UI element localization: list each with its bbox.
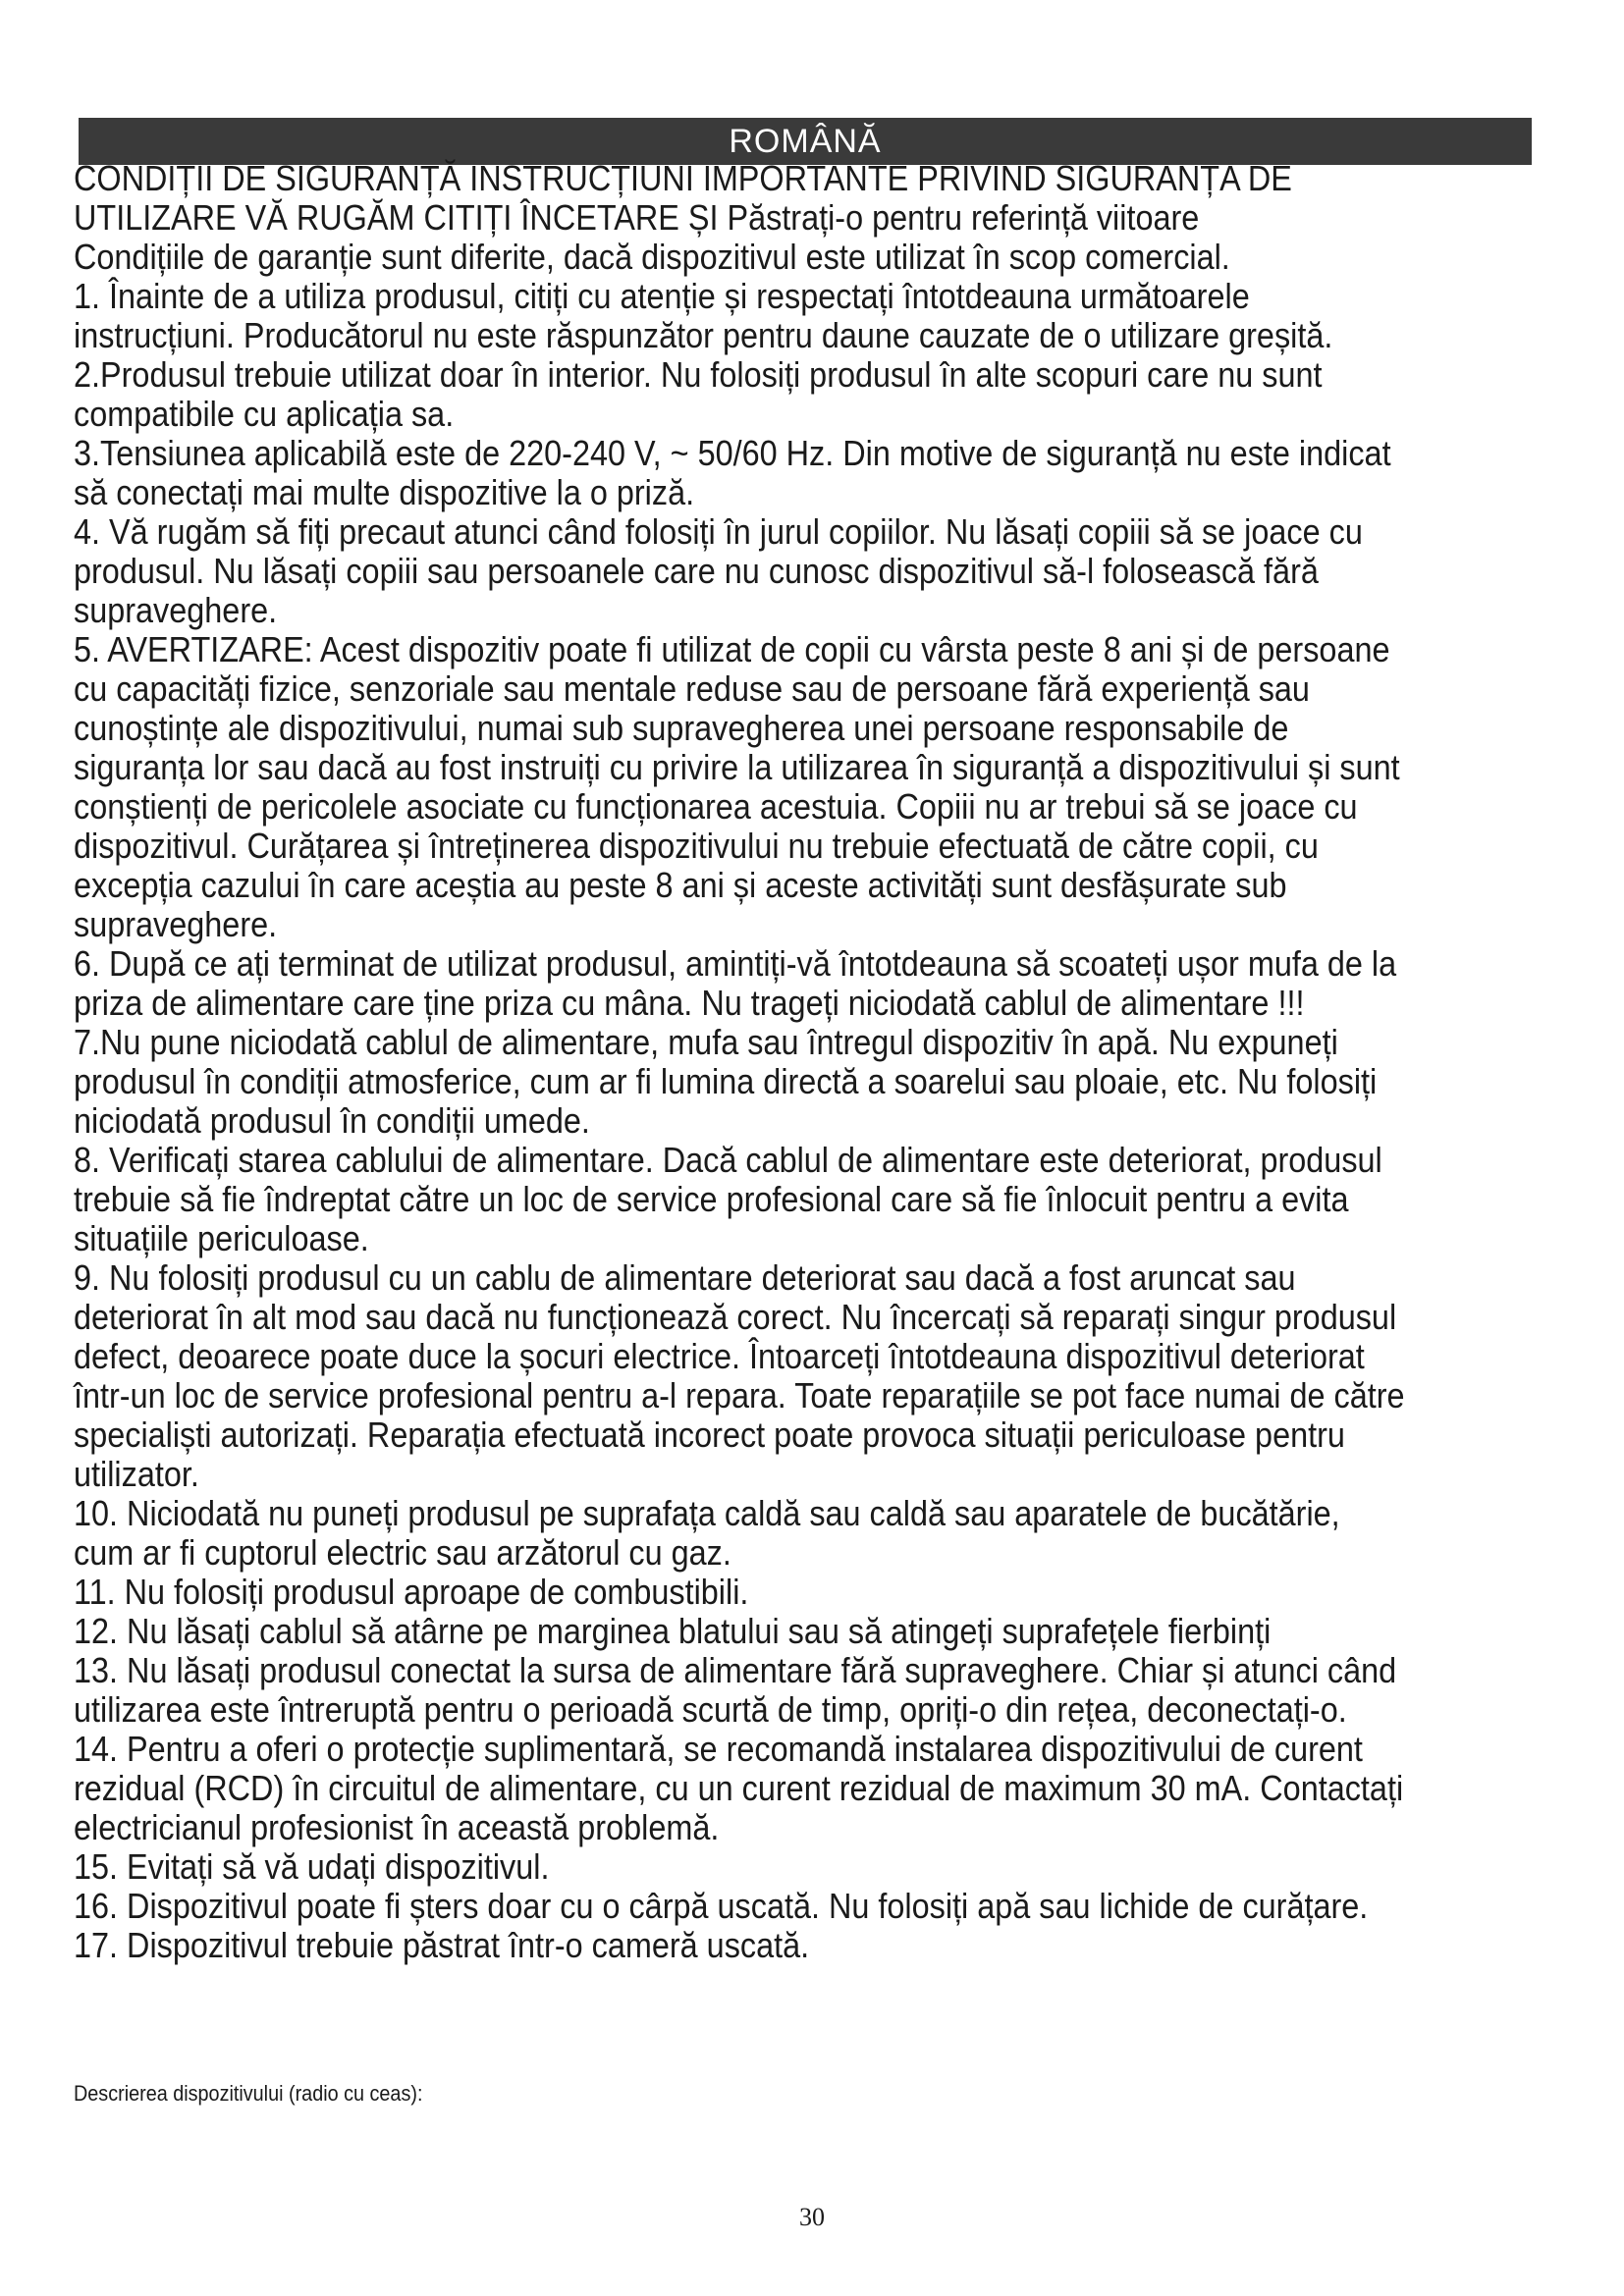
instruction-item: 3.Tensiunea aplicabilă este de 220-240 V, ~ 50/60 Hz. Din motive de siguranță nu este indicat să conectați mai multe dispozitive la o priză. bbox=[74, 433, 1391, 512]
instruction-item: 6. După ce ați terminat de utilizat produsul, amintiți-vă întotdeauna să scoateți ușor mufa de la priza de alimentare care ține priza cu mâna. Nu trageți niciodată cablul de alimentare !!! bbox=[74, 943, 1397, 1023]
instruction-item: 17. Dispozitivul trebuie păstrat într-o cameră uscată. bbox=[74, 1925, 810, 1965]
safety-instructions bbox=[74, 159, 1408, 1965]
section-heading: CONDIȚII DE SIGURANȚĂ INSTRUCȚIUNI IMPORTANTE PRIVIND SIGURANȚA DE UTILIZARE VĂ RUGĂM CITIȚI ÎNCETARE ȘI Păstrați-o pentru referință viitoare bbox=[74, 158, 1292, 238]
instruction-item: 5. AVERTIZARE: Acest dispozitiv poate fi utilizat de copii cu vârsta peste 8 ani și de persoane cu capacități fizice, senzoriale sau mentale reduse sau de persoane fără experiență sau cunoștințe ale dispozitivului, numai sub supravegherea unei persoane responsabile de siguranța lor sau dacă au fost instruiți cu privire la utilizarea în siguranță a dispozitivului și sunt conștienți de pericolele asociate cu funcționarea acestuia. Copiii nu ar trebui să se joace cu dispozitivul. Curățarea și întreținerea dispozitivului nu trebuie efectuată de către copii, cu excepția cazului în care aceștia au peste 8 ani și aceste activități sunt desfășurate sub supraveghere. bbox=[74, 629, 1400, 944]
instruction-item: 12. Nu lăsați cablul să atârne pe marginea blatului sau să atingeți suprafețele fierbinți bbox=[74, 1611, 1272, 1651]
instruction-item: 4. Vă rugăm să fiți precaut atunci când folosiți în jurul copiilor. Nu lăsați copiii să se joace cu produsul. Nu lăsați copiii sau persoanele care nu cunosc dispozitivul să-l folosească fără supraveghere. bbox=[74, 511, 1363, 630]
instruction-item: 11. Nu folosiți produsul aproape de combustibili. bbox=[74, 1572, 749, 1612]
warranty-note: Condițiile de garanție sunt diferite, dacă dispozitivul este utilizat în scop comercial. bbox=[74, 237, 1230, 277]
instruction-item: 16. Dispozitivul poate fi șters doar cu o cârpă uscată. Nu folosiți apă sau lichide de curățare. bbox=[74, 1886, 1369, 1926]
page-number: 30 bbox=[799, 2203, 825, 2231]
device-description-caption: Descrierea dispozitivului (radio cu ceas): bbox=[74, 2081, 423, 2106]
instruction-item: 9. Nu folosiți produsul cu un cablu de alimentare deteriorat sau dacă a fost aruncat sau deteriorat în alt mod sau dacă nu funcționează corect. Nu încercați să reparați singur produsul defect, deoarece poate duce la șocuri electrice. Întoarceți întotdeauna dispozitivul deteriorat într-un loc de service profesional pentru a-l repara. Toate reparațiile se pot face numai de către specialiști autorizați. Reparația efectuată incorect poate provoca situații periculoase pentru utilizator. bbox=[74, 1257, 1405, 1494]
instruction-item: 15. Evitați să vă udați dispozitivul. bbox=[74, 1846, 550, 1887]
instruction-item: 2.Produsul trebuie utilizat doar în interior. Nu folosiți produsul în alte scopuri care nu sunt compatibile cu aplicația sa. bbox=[74, 354, 1323, 434]
language-banner: ROMÂNĂ bbox=[79, 118, 1532, 165]
instruction-item: 10. Niciodată nu puneți produsul pe suprafața caldă sau caldă sau aparatele de bucătărie, cum ar fi cuptorul electric sau arzătorul cu gaz. bbox=[74, 1493, 1340, 1573]
instruction-item: 14. Pentru a oferi o protecție suplimentară, se recomandă instalarea dispozitivului de curent rezidual (RCD) în circuitul de alimentare, cu un curent rezidual de maximum 30 mA. Contactați electricianul profesionist în această problemă. bbox=[74, 1729, 1404, 1847]
instruction-item: 13. Nu lăsați produsul conectat la sursa de alimentare fără supraveghere. Chiar și atunci când utilizarea este întreruptă pentru o perioadă scurtă de timp, opriți-o din rețea, deconectați-o. bbox=[74, 1650, 1397, 1730]
instruction-item: 7.Nu pune niciodată cablul de alimentare, mufa sau întregul dispozitiv în apă. Nu expuneți produsul în condiții atmosferice, cum ar fi lumina directă a soarelui sau ploaie, etc. Nu folosiți niciodată produsul în condiții umede. bbox=[74, 1022, 1378, 1141]
instruction-item: 1. Înainte de a utiliza produsul, citiți cu atenție și respectați întotdeauna următoarele instrucțiuni. Producătorul nu este răspunzător pentru daune cauzate de o utilizare greșită. bbox=[74, 276, 1333, 355]
instruction-item: 8. Verificați starea cablului de alimentare. Dacă cablul de alimentare este deteriorat, produsul trebuie să fie îndreptat către un loc de service profesional care să fie înlocuit pentru a evita situațiile periculoase. bbox=[74, 1140, 1382, 1258]
